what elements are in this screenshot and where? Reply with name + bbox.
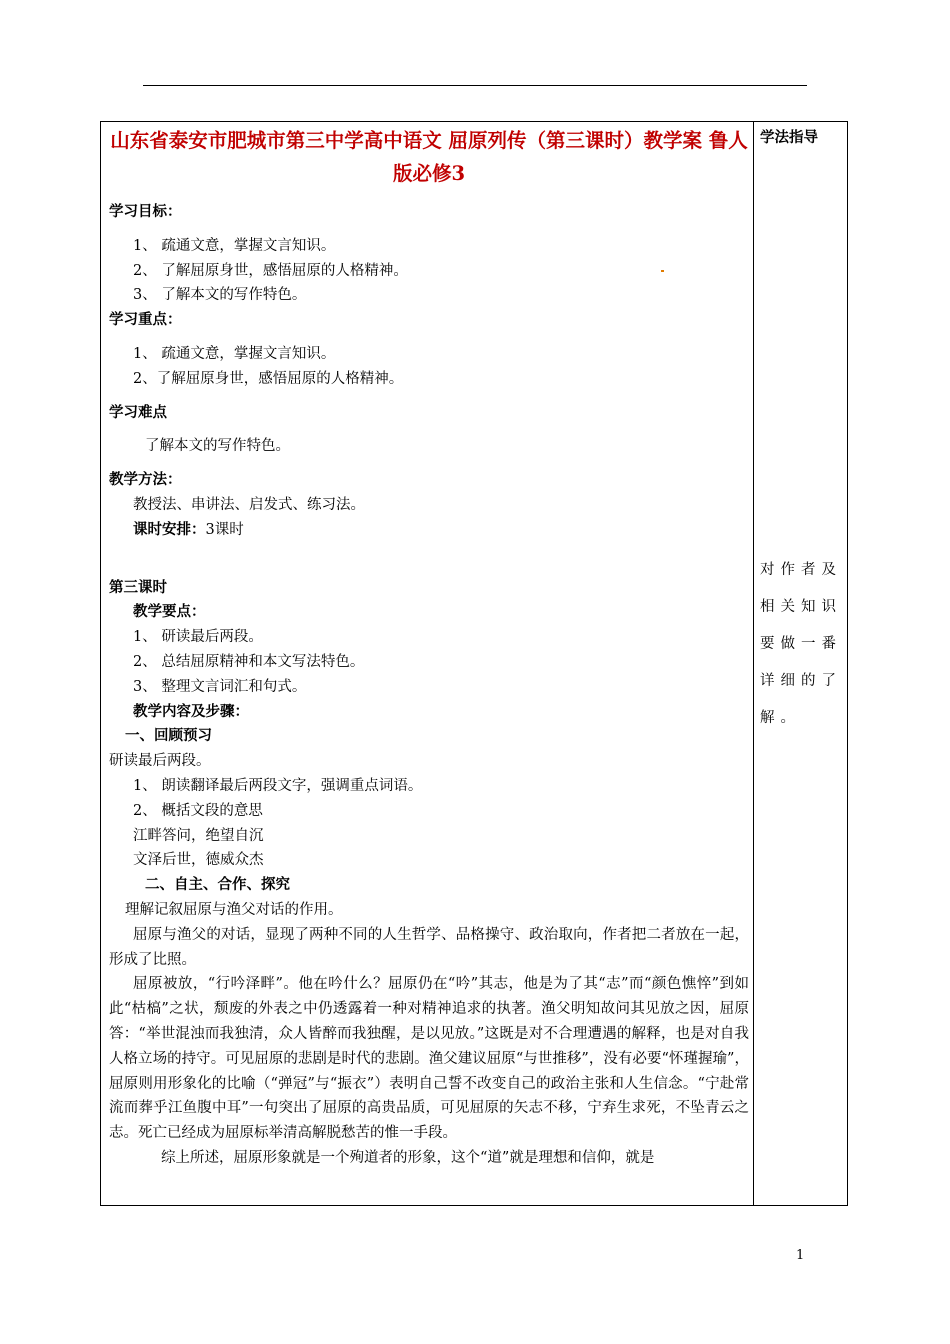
analysis-paragraph: 屈原与渔父的对话，显现了两种不同的人生哲学、品格操守、政治取向，作者把二者放在一起，形成了比照。 [109,926,749,968]
header-rule [143,85,807,86]
main-column [109,122,749,1171]
goals-heading: 学习目标： [109,203,182,220]
explore-intro: 理解记叙屈原与渔父对话的作用。 [125,901,343,918]
schedule-line [109,518,749,543]
summary-line: 文泽后世，德威众杰 [133,852,264,869]
review-heading: 一、回顾预习 [125,727,212,745]
side-note: 对作者及相关知识要做一番详细的了解。 [760,562,842,726]
lesson-point-item: 2、 总结屈原精神和本文写法特色。 [133,653,365,670]
review-intro: 研读最后两段。 [109,753,211,770]
method-text: 教授法、串讲法、启发式、练习法。 [133,496,365,513]
summary-line: 江畔答问，绝望自沉 [133,827,264,844]
lesson-point-item: 3、 整理文言词汇和句式。 [133,678,307,695]
difficulty-heading: 学习难点 [109,403,167,421]
lesson-points-heading: 教学要点： [133,603,206,621]
review-item: 2、 概括文段的意思 [133,802,263,819]
side-heading: 学法指导 [760,129,818,146]
steps-heading: 教学内容及步骤： [133,702,249,720]
explore-heading: 二、自主、合作、探究 [145,876,290,894]
difficulty-text: 了解本文的写作特色。 [145,438,290,455]
stray-mark [661,270,664,272]
goal-item: 1、 疏通文意，掌握文言知识。 [133,237,336,254]
review-item: 1、 朗读翻译最后两段文字，强调重点词语。 [133,777,423,794]
page-number: 1 [796,1248,805,1263]
lesson-heading: 第三课时 [109,578,167,596]
analysis-paragraph: 屈原被放，“行吟泽畔”。他在吟什么？屈原仍在“吟”其志，他是为了其“志”而“颜色憔悴”到如此“枯槁”之状，颓废的外表之中仍透露着一种对精神追求的执著。渔父明知故问其见放之因，屈原答：“举世混浊而我独清，众人皆醉而我独醒，是以见放。”这既是对不合理遭遇的解释，也是对自我人格立场的持守。可见屈原的悲剧是时代的悲剧。渔父建议屈原“与世推移”，没有必要“怀瑾握瑜”，屈原则用形象化的比喻（“弹冠”与“振衣”）表明自己誓不改变自己的政治主张和人生信念。“宁赴常流而葬乎江鱼腹中耳”一句突出了屈原的高贵品质，可见屈原的矢志不移，宁弃生求死，不坠青云之志。死亡已经成为屈原标举清高解脱愁苦的惟一手段。 [109,976,749,1142]
column-divider [753,122,754,1205]
key-point-item: 1、 疏通文意，掌握文言知识。 [133,345,336,362]
schedule-value: 3课时 [205,521,244,538]
schedule-label: 课时安排： [133,520,206,538]
lesson-table [100,121,848,1206]
goal-item: 2、 了解屈原身世，感悟屈原的人格精神。 [133,262,408,279]
lesson-point-item: 1、 研读最后两段。 [133,629,263,646]
analysis-paragraph: 综上所述，屈原形象就是一个殉道者的形象，这个“道”就是理想和信仰，就是 [161,1149,655,1166]
goal-item: 3、 了解本文的写作特色。 [133,287,307,304]
key-points-heading: 学习重点： [109,311,182,329]
document-title: 山东省泰安市肥城市第三中学高中语文 屈原列传（第三课时）教学案 鲁人版必修3 [110,129,748,185]
method-heading: 教学方法： [109,471,182,489]
key-point-item: 2、了解屈原身世，感悟屈原的人格精神。 [133,370,404,387]
side-column [760,122,844,726]
